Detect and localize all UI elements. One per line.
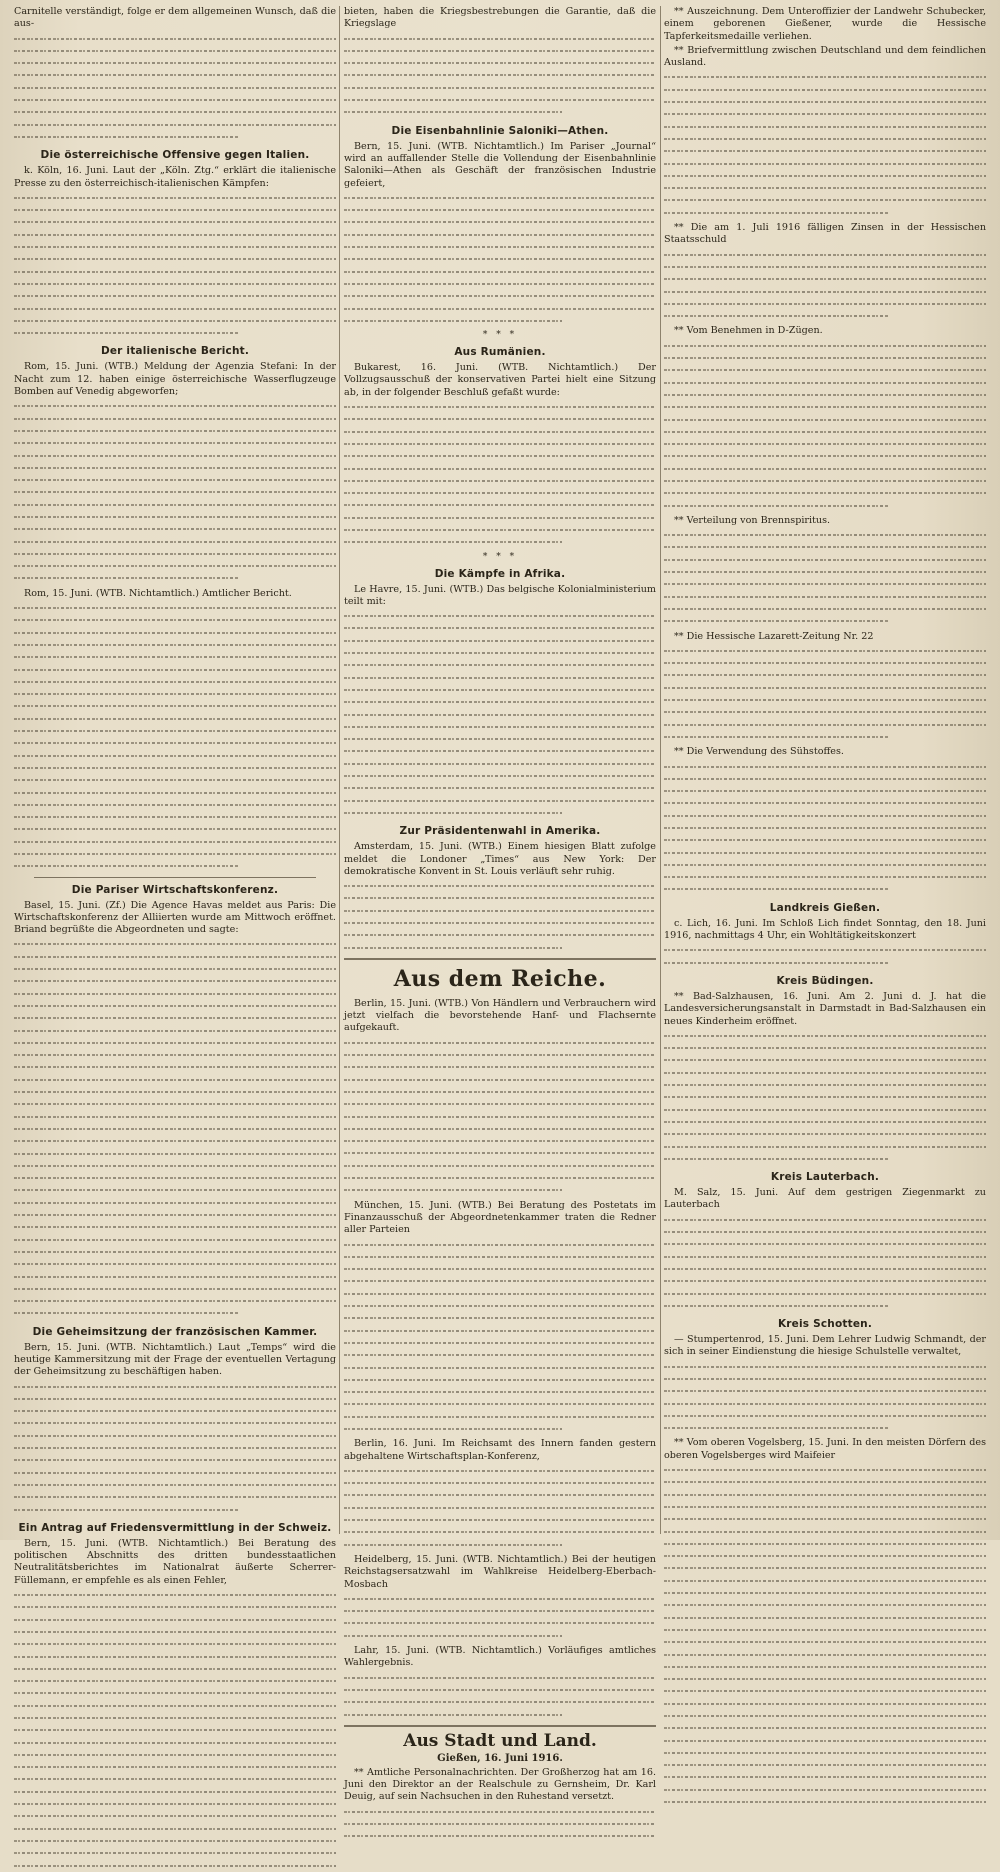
article-text: Rom, 15. Juni. (WTB.) Meldung der Agenzia Stefani: In der Nacht zum 12. haben einige österreichische Wasserflugzeuge Bomben auf Venedig abgeworfen; — [14, 361, 336, 398]
text-block — [344, 610, 656, 819]
headline-wirtschaftskonferenz: Die Pariser Wirtschaftskonferenz. — [71, 883, 279, 896]
article-text: München, 15. Juni. (WTB.) Bei Beratung des Postetats im Finanzausschuß der Abgeordnetenkammer traten die Redner aller Parteien — [344, 1199, 656, 1236]
divider — [344, 958, 656, 960]
text-block — [14, 938, 336, 1319]
headline-geheimsitzung: Die Geheimsitzung der französischen Kammer. — [32, 1325, 318, 1338]
text-block — [14, 1589, 336, 1872]
text-block — [664, 340, 986, 512]
text-block — [344, 1593, 656, 1642]
article-text: bieten, haben die Kriegsbestrebungen die Garantie, daß die Kriegslage — [344, 6, 656, 30]
headline-praesidentenwahl: Zur Präsidentenwahl in Amerika. — [399, 825, 601, 838]
text-block — [14, 1381, 336, 1516]
article-text: Rom, 15. Juni. (WTB. Nichtamtlich.) Amtlicher Bericht. — [24, 587, 292, 599]
article-text: Le Havre, 15. Juni. (WTB.) Das belgische Kolonialministerium teilt mit: — [344, 583, 656, 607]
article-text: Bern, 15. Juni. (WTB. Nichtamtlich.) Laut „Temps“ wird die heutige Kammersitzung mit der Frage der eventuellen Vertagung der Geheimsitzung zu beschäftigen haben. — [14, 1341, 336, 1378]
article-text: — Stumpertenrod, 15. Juni. Dem Lehrer Ludwig Schmandt, der sich in seiner Eindienstung die hiesige Schulstelle verwaltet, — [664, 1334, 986, 1358]
article-text: ** Auszeichnung. Dem Unteroffizier der Landwehr Schubecker, einem geborenen Gießener, wurde die Hessische Tapferkeitsmedaille verliehen. — [664, 6, 986, 42]
article-text: ** Briefvermittlung zwischen Deutschland und dem feindlichen Ausland. — [664, 44, 986, 69]
article-text: Amsterdam, 15. Juni. (WTB.) Einem hiesigen Blatt zufolge meldet die Londoner „Times“ aus New York: Der demokratische Konvent in St. Louis verläuft sehr ruhig. — [344, 841, 656, 877]
headline-offensive: Die österreichische Offensive gegen Italien. — [40, 149, 310, 162]
text-block — [14, 602, 336, 873]
headline-kreis-schotten: Kreis Schotten. — [777, 1318, 873, 1331]
article-text: ** Bad-Salzhausen, 16. Juni. Am 2. Juni d. J. hat die Landesversicherungsanstalt in Darmstadt in Bad-Salzhausen ein neues Kinderheim eröffnet. — [664, 990, 986, 1027]
article-text: ** Verteilung von Brennspiritus. — [674, 514, 831, 526]
article-text: k. Köln, 16. Juni. Laut der „Köln. Ztg.“ erklärt die italienische Presse zu den österreichisch-italienischen Kämpfen: — [14, 165, 336, 189]
text-block — [664, 1030, 986, 1165]
text-block — [344, 1672, 656, 1721]
headline-kreis-lauterbach: Kreis Lauterbach. — [770, 1171, 880, 1184]
dateline: Gießen, 16. Juni 1916. — [437, 1752, 563, 1764]
headline-kreis-buedingen: Kreis Büdingen. — [776, 974, 874, 987]
column-left — [14, 6, 336, 1586]
text-block — [664, 1464, 986, 1808]
article-text: ** Die am 1. Juli 1916 fälligen Zinsen in der Hessischen Staatsschuld — [664, 222, 986, 246]
text-block — [344, 401, 656, 549]
text-block — [664, 645, 986, 743]
text-block — [664, 1214, 986, 1312]
headline-eisenbahnlinie: Die Eisenbahnlinie Saloniki—Athen. — [391, 124, 609, 137]
text-block — [344, 880, 656, 954]
article-text: Basel, 15. Juni. (Zf.) Die Agence Havas meldet aus Paris: Die Wirtschaftskonferenz der Alliierten wurde am Mittwoch eröffnet. Briand begrüßte die Abgeordneten und sagte: — [14, 899, 336, 936]
article-text: Carnitelle verständigt, folge er dem allgemeinen Wunsch, daß die aus- — [14, 6, 336, 30]
text-block — [344, 33, 656, 119]
section-title-reich: Aus dem Reiche. — [393, 965, 607, 992]
article-text: ** Vom Benehmen in D-Zügen. — [674, 325, 823, 337]
text-block — [664, 71, 986, 219]
headline-landkreis-giessen: Landkreis Gießen. — [769, 901, 881, 914]
article-text: c. Lich, 16. Juni. Im Schloß Lich findet Sonntag, den 18. Juni 1916, nachmittags 4 Uhr, ein Wohltätigkeitskonzert — [664, 917, 986, 942]
text-block — [344, 1037, 656, 1197]
text-block — [664, 249, 986, 323]
article-text: Bern, 15. Juni. (WTB. Nichtamtlich.) Bei Beratung des politischen Abschnitts des dritten bundesstaatlichen Neutralitätsberichtes im Nationalrat äußerte Scherrer-Füllemann, er empfehle es als einen Fehler, — [14, 1537, 336, 1586]
text-block — [344, 192, 656, 327]
text-block — [14, 33, 336, 144]
text-block — [344, 1239, 656, 1436]
article-text: Bukarest, 16. Juni. (WTB. Nichtamtlich.) Der Vollzugsausschuß der konservativen Partei hielt eine Sitzung ab, in der folgender Beschluß gefaßt wurde: — [344, 362, 656, 398]
separator-stars: * * * — [482, 551, 518, 562]
column-rule — [339, 6, 340, 1534]
separator-stars: * * * — [482, 330, 518, 341]
text-block — [14, 192, 336, 340]
column-rule — [660, 6, 661, 1534]
headline-afrika: Die Kämpfe in Afrika. — [434, 567, 566, 580]
article-text: Heidelberg, 15. Juni. (WTB. Nichtamtlich.) Bei der heutigen Reichstagsersatzwahl im Wahlkreise Heidelberg-Eberbach-Mosbach — [344, 1553, 656, 1590]
column-right — [664, 6, 986, 1534]
headline-friedensvermittlung: Ein Antrag auf Friedensvermittlung in der Schweiz. — [18, 1521, 332, 1534]
article-text: M. Salz, 15. Juni. Auf dem gestrigen Ziegenmarkt zu Lauterbach — [664, 1187, 986, 1211]
article-text: ** Die Verwendung des Sühstoffes. — [674, 746, 844, 758]
article-text: ** Vom oberen Vogelsberg, 15. Juni. In den meisten Dörfern des oberen Vogelsberges wird Maifeier — [664, 1437, 986, 1461]
text-block — [664, 529, 986, 627]
article-text: Berlin, 16. Juni. Im Reichsamt des Innern fanden gestern abgehaltene Wirtschaftsplan-Konferenz, — [344, 1438, 656, 1462]
headline-rumaenien: Aus Rumänien. — [454, 346, 546, 359]
column-middle — [344, 6, 656, 1803]
text-block — [344, 1806, 656, 1843]
text-block — [344, 1465, 656, 1551]
divider — [344, 1725, 656, 1727]
text-block — [664, 1361, 986, 1435]
divider — [34, 877, 316, 878]
text-block — [14, 400, 336, 584]
text-block — [664, 944, 986, 969]
section-title-stadt: Aus Stadt und Land. — [403, 1730, 597, 1751]
headline-bericht: Der italienische Bericht. — [100, 345, 250, 358]
article-text: Berlin, 15. Juni. (WTB.) Von Händlern und Verbrauchern wird jetzt vielfach die bevorstehende Hanf- und Flachsernte aufgekauft. — [344, 997, 656, 1034]
article-text: ** Amtliche Personalnachrichten. Der Großherzog hat am 16. Juni den Direktor an der Realschule zu Gernsheim, Dr. Karl Deuig, auf sein Nachsuchen in den Ruhestand versetzt. — [344, 1766, 656, 1803]
article-text: Bern, 15. Juni. (WTB. Nichtamtlich.) Im Pariser „Journal“ wird an auffallender Stelle die Vollendung der Eisenbahnlinie Saloniki—Athen als Geschäft der französischen Industrie gefeiert, — [344, 140, 656, 189]
article-text: ** Die Hessische Lazarett-Zeitung Nr. 22 — [674, 630, 874, 642]
text-block — [664, 761, 986, 896]
article-text: Lahr, 15. Juni. (WTB. Nichtamtlich.) Vorläufiges amtliches Wahlergebnis. — [344, 1645, 656, 1669]
